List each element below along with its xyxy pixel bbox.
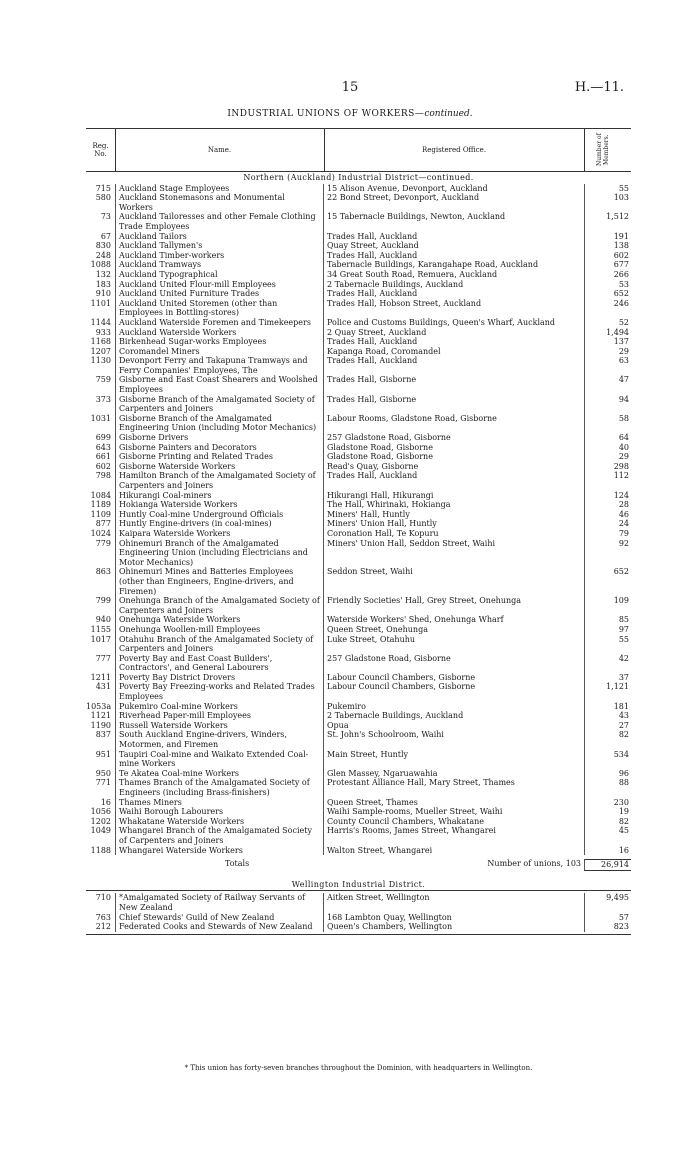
reg-cell: 940 (95, 615, 111, 625)
table-row (86, 471, 631, 490)
members-cell: 652 (584, 289, 631, 299)
reg-cell: 779 (95, 538, 111, 548)
reg-cell: 661 (95, 452, 111, 462)
office-cell: 257 Gladstone Road, Gisborne (327, 653, 451, 663)
office-cell: Luke Street, Otahuhu (327, 634, 416, 644)
office-cell: Protestant Alliance Hall, Mary Street, Thames (327, 778, 515, 788)
table-row (86, 519, 631, 529)
name-cell: Whangarei Waterside Workers (115, 846, 324, 856)
members-cell: 602 (584, 251, 631, 261)
office-cell: Waihi Sample-rooms, Mueller Street, Waihi (327, 807, 503, 817)
totals-members: 26,914 (584, 859, 631, 871)
table-row (86, 529, 631, 539)
table-row (86, 846, 631, 856)
table-row (86, 510, 631, 520)
members-cell: 42 (584, 654, 631, 673)
name-cell: Auckland Tramways (115, 260, 324, 270)
members-cell: 124 (584, 491, 631, 501)
name-cell: Thames Miners (115, 798, 324, 808)
table-row (86, 635, 631, 654)
office-cell: Gladstone Road, Gisborne (327, 452, 433, 462)
members-cell: 40 (584, 443, 631, 453)
table-row (86, 356, 631, 375)
members-cell: 55 (584, 635, 631, 654)
office-cell: Trades Hall, Auckland (327, 289, 418, 299)
reg-cell: 910 (95, 289, 111, 299)
reg-cell: 1049 (90, 826, 111, 836)
members-cell: 191 (584, 232, 631, 242)
reg-cell: 1101 (90, 298, 111, 308)
office-cell: Trades Hall, Auckland (327, 231, 418, 241)
members-cell: 85 (584, 615, 631, 625)
name-cell: Chief Stewards' Guild of New Zealand (115, 913, 324, 923)
totals-unions: Number of unions, 103 (487, 859, 581, 869)
office-cell: St. John's Schoolroom, Waihi (327, 730, 444, 740)
office-cell: 257 Gladstone Road, Gisborne (327, 433, 451, 443)
name-cell: Taupiri Coal-mine and Waikato Extended Coal-mine Workers (115, 750, 324, 769)
members-cell: 58 (584, 414, 631, 433)
office-cell: Waterside Workers' Shed, Onehunga Wharf (327, 615, 504, 625)
table-row (86, 730, 631, 749)
members-cell: 57 (584, 913, 631, 923)
name-cell: Gisborne Waterside Workers (115, 462, 324, 472)
name-cell: Russell Waterside Workers (115, 721, 324, 731)
office-cell: Labour Rooms, Gladstone Road, Gisborne (327, 413, 497, 423)
table-row (86, 702, 631, 712)
table-row (86, 539, 631, 568)
reg-cell: 1144 (90, 317, 111, 327)
table-row (86, 462, 631, 472)
table-row (86, 922, 631, 932)
reg-cell: 950 (95, 768, 111, 778)
totals-label: Totals (225, 859, 250, 869)
name-cell: Whangarei Branch of the Amalgamated Society of Carpenters and Joiners (115, 826, 324, 845)
name-cell: Federated Cooks and Stewards of New Zealand (115, 922, 324, 932)
auckland-rows (86, 184, 631, 856)
name-cell: Kaipara Waterside Workers (115, 529, 324, 539)
auckland-section (86, 172, 631, 935)
reg-cell: 715 (95, 183, 111, 193)
reg-cell: 799 (95, 596, 111, 606)
name-cell: Thames Branch of the Amalgamated Society of Engineers (including Brass-finishers) (115, 778, 324, 797)
reg-cell: 863 (95, 567, 111, 577)
members-cell: 677 (584, 260, 631, 270)
members-cell: 53 (584, 280, 631, 290)
reg-cell: 830 (95, 241, 111, 251)
table-row (86, 443, 631, 453)
reg-cell: 710 (95, 893, 111, 903)
table-row (86, 299, 631, 318)
name-cell: Birkenhead Sugar-works Employees (115, 337, 324, 347)
reg-cell: 183 (95, 279, 111, 289)
reg-cell: 67 (100, 231, 111, 241)
name-cell: *Amalgamated Society of Railway Servants of New Zealand (115, 893, 324, 912)
name-cell: Auckland Stonemasons and Monumental Workers (115, 193, 324, 212)
name-cell: Hamilton Branch of the Amalgamated Society of Carpenters and Joiners (115, 471, 324, 490)
members-cell: 823 (584, 922, 631, 932)
reg-cell: 1024 (90, 528, 111, 538)
office-cell: Kapanga Road, Coromandel (327, 346, 441, 356)
table-row (86, 711, 631, 721)
office-cell: 2 Tabernacle Buildings, Auckland (327, 711, 464, 721)
table-row (86, 500, 631, 510)
reg-cell: 933 (95, 327, 111, 337)
reg-cell: 643 (95, 442, 111, 452)
table-row (86, 241, 631, 251)
reg-cell: 248 (95, 250, 111, 260)
reg-cell: 777 (95, 653, 111, 663)
office-cell: Trades Hall, Hobson Street, Auckland (327, 298, 482, 308)
name-cell: South Auckland Engine-drivers, Winders, Motormen, and Firemen (115, 730, 324, 749)
office-cell: Harris's Rooms, James Street, Whangarei (327, 826, 496, 836)
office-cell: Police and Customs Buildings, Queen's Wharf, Auckland (327, 317, 556, 327)
name-cell: Onehunga Waterside Workers (115, 615, 324, 625)
reg-cell: 798 (95, 471, 111, 481)
auckland-heading: Northern (Auckland) Industrial District—continued. (243, 173, 474, 182)
table-row (86, 769, 631, 779)
office-cell: 168 Lambton Quay, Wellington (327, 912, 452, 922)
table-row (86, 375, 631, 394)
name-cell: Pukemiro Coal-mine Workers (115, 702, 324, 712)
name-cell: Gisborne Branch of the Amalgamated Engineering Union (including Motor Mechanics) (115, 414, 324, 433)
table-row (86, 807, 631, 817)
office-cell: Labour Council Chambers, Gisborne (327, 682, 476, 692)
table-row (86, 567, 631, 596)
name-cell: Hokianga Waterside Workers (115, 500, 324, 510)
table-row (86, 433, 631, 443)
table-row (86, 212, 631, 231)
page-reference: H.—11. (574, 80, 624, 95)
members-cell: 112 (584, 471, 631, 490)
members-cell: 92 (584, 539, 631, 568)
office-cell: Queen Street, Thames (327, 797, 418, 807)
name-cell: Coromandel Miners (115, 347, 324, 357)
table-row (86, 328, 631, 338)
table-row (86, 721, 631, 731)
reg-cell: 1211 (90, 672, 111, 682)
office-cell: Aitken Street, Wellington (327, 893, 430, 903)
table-row (86, 913, 631, 923)
members-cell: 9,495 (584, 893, 631, 912)
members-cell: 230 (584, 798, 631, 808)
members-cell: 266 (584, 270, 631, 280)
office-cell: Friendly Societies' Hall, Grey Street, Onehunga (327, 596, 522, 606)
office-cell: Trades Hall, Auckland (327, 471, 418, 481)
office-cell: Queen Street, Onehunga (327, 624, 428, 634)
office-cell: Gladstone Road, Gisborne (327, 442, 433, 452)
reg-cell: 16 (100, 797, 111, 807)
name-cell: Huntly Engine-drivers (in coal-mines) (115, 519, 324, 529)
members-cell: 63 (584, 356, 631, 375)
name-cell: Huntly Coal-mine Underground Officials (115, 510, 324, 520)
page-title: INDUSTRIAL UNIONS OF WORKERS—continued. (227, 109, 473, 119)
table-row (86, 289, 631, 299)
name-cell: Otahuhu Branch of the Amalgamated Society of Carpenters and Joiners (115, 635, 324, 654)
office-cell: Queen's Chambers, Wellington (327, 922, 453, 932)
name-cell: Poverty Bay Freezing-works and Related Trades Employees (115, 682, 324, 701)
members-header: Number of Members. (596, 133, 610, 167)
office-cell: 15 Tabernacle Buildings, Newton, Auckland (327, 212, 506, 222)
table-row (86, 337, 631, 347)
reg-cell: 132 (95, 269, 111, 279)
table-row (86, 232, 631, 242)
members-cell: 138 (584, 241, 631, 251)
table-row (86, 750, 631, 769)
name-cell: Onehunga Branch of the Amalgamated Society of Carpenters and Joiners (115, 596, 324, 615)
table-row (86, 452, 631, 462)
members-cell: 37 (584, 673, 631, 683)
table-row (86, 673, 631, 683)
members-cell: 652 (584, 567, 631, 596)
totals-row (86, 859, 631, 871)
members-cell: 24 (584, 519, 631, 529)
members-cell: 46 (584, 510, 631, 520)
reg-header: Reg. No. (92, 142, 109, 158)
table-row (86, 625, 631, 635)
reg-cell: 580 (95, 193, 111, 203)
name-cell: Ohinemuri Mines and Batteries Employees (other than Engineers, Engine-drivers, and Firemen) (115, 567, 324, 596)
name-cell: Gisborne and East Coast Shearers and Woolshed Employees (115, 375, 324, 394)
office-cell: 2 Tabernacle Buildings, Auckland (327, 279, 464, 289)
members-cell: 64 (584, 433, 631, 443)
wellington-heading: Wellington Industrial District. (291, 879, 426, 889)
reg-cell: 1188 (90, 845, 111, 855)
page-number: 15 (341, 80, 359, 95)
reg-cell: 1053a (86, 701, 112, 711)
table-row (86, 798, 631, 808)
office-cell: County Council Chambers, Whakatane (327, 816, 485, 826)
reg-cell: 1017 (90, 634, 111, 644)
table-row (86, 893, 631, 912)
name-cell: Auckland Stage Employees (115, 184, 324, 194)
members-cell: 137 (584, 337, 631, 347)
office-cell: Main Street, Huntly (327, 749, 409, 759)
members-cell: 29 (584, 347, 631, 357)
members-cell: 28 (584, 500, 631, 510)
table-row (86, 193, 631, 212)
name-cell: Te Akatea Coal-mine Workers (115, 769, 324, 779)
reg-cell: 1056 (90, 807, 111, 817)
office-cell: Hikurangi Hall, Hikurangi (327, 490, 434, 500)
name-cell: Auckland United Storemen (other than Employees in Bottling-stores) (115, 299, 324, 318)
reg-cell: 1084 (90, 490, 111, 500)
reg-cell: 1207 (90, 346, 111, 356)
reg-cell: 1031 (90, 413, 111, 423)
table-row (86, 596, 631, 615)
table-row (86, 817, 631, 827)
reg-cell: 951 (95, 749, 111, 759)
office-cell: 15 Alison Avenue, Devonport, Auckland (327, 183, 488, 193)
table-row (86, 491, 631, 501)
reg-cell: 602 (95, 461, 111, 471)
members-cell: 82 (584, 817, 631, 827)
office-cell: Opua (327, 720, 349, 730)
members-cell: 16 (584, 846, 631, 856)
name-cell: Hikurangi Coal-miners (115, 491, 324, 501)
members-cell: 47 (584, 375, 631, 394)
reg-cell: 431 (95, 682, 111, 692)
name-cell: Onehunga Woollen-mill Employees (115, 625, 324, 635)
office-cell: Miners' Hall, Huntly (327, 509, 410, 519)
table-row (86, 778, 631, 797)
name-cell: Devonport Ferry and Takapuna Tramways and Ferry Companies' Employees, The (115, 356, 324, 375)
office-cell: Labour Council Chambers, Gisborne (327, 672, 476, 682)
members-cell: 96 (584, 769, 631, 779)
name-cell: Ohinemuri Branch of the Amalgamated Engineering Union (including Electricians and Motor Mechanics) (115, 539, 324, 568)
table-row (86, 260, 631, 270)
table-header (86, 128, 631, 172)
name-cell: Auckland United Flour-mill Employees (115, 280, 324, 290)
members-cell: 103 (584, 193, 631, 212)
reg-cell: 1155 (90, 624, 111, 634)
office-cell: Coronation Hall, Te Kopuru (327, 528, 439, 538)
office-cell: The Hall, Whirinaki, Hokianga (327, 500, 451, 510)
members-cell: 94 (584, 395, 631, 414)
name-cell: Auckland United Furniture Trades (115, 289, 324, 299)
table-row (86, 654, 631, 673)
table-row (86, 280, 631, 290)
office-cell: 34 Great South Road, Remuera, Auckland (327, 269, 498, 279)
reg-cell: 1109 (90, 509, 111, 519)
members-cell: 97 (584, 625, 631, 635)
reg-cell: 212 (95, 922, 111, 932)
office-cell: Walton Street, Whangarei (327, 845, 433, 855)
name-cell: Riverhead Paper-mill Employees (115, 711, 324, 721)
name-cell: Poverty Bay and East Coast Builders', Contractors', and General Labourers (115, 654, 324, 673)
table-row (86, 251, 631, 261)
name-cell: Auckland Waterside Workers (115, 328, 324, 338)
office-cell: Miners' Union Hall, Huntly (327, 519, 437, 529)
office-cell: Trades Hall, Gisborne (327, 375, 417, 385)
office-cell: Trades Hall, Auckland (327, 337, 418, 347)
members-cell: 1,121 (584, 682, 631, 701)
table-row (86, 347, 631, 357)
name-header: Name. (207, 146, 232, 154)
members-cell: 534 (584, 750, 631, 769)
reg-cell: 1189 (90, 500, 111, 510)
reg-cell: 1130 (90, 356, 111, 366)
table-row (86, 414, 631, 433)
name-cell: Auckland Tailoresses and other Female Clothing Trade Employees (115, 212, 324, 231)
members-cell: 27 (584, 721, 631, 731)
office-cell: Trades Hall, Auckland (327, 356, 418, 366)
name-cell: Gisborne Printing and Related Trades (115, 452, 324, 462)
members-cell: 45 (584, 826, 631, 845)
name-cell: Whakatane Waterside Workers (115, 817, 324, 827)
office-cell: Trades Hall, Auckland (327, 250, 418, 260)
reg-cell: 771 (95, 778, 111, 788)
office-cell: Pukemiro (327, 701, 366, 711)
members-cell: 55 (584, 184, 631, 194)
office-cell: Miners' Union Hall, Seddon Street, Waihi (327, 538, 496, 548)
reg-cell: 373 (95, 394, 111, 404)
office-cell: Trades Hall, Gisborne (327, 394, 417, 404)
table-row (86, 826, 631, 845)
reg-cell: 877 (95, 519, 111, 529)
table-row (86, 270, 631, 280)
name-cell: Gisborne Branch of the Amalgamated Society of Carpenters and Joiners (115, 395, 324, 414)
office-cell: 22 Bond Street, Devonport, Auckland (327, 193, 480, 203)
table-row (86, 395, 631, 414)
members-cell: 82 (584, 730, 631, 749)
table-row (86, 184, 631, 194)
footnote: * This union has forty-seven branches throughout the Dominion, with headquarters in Wellington. (184, 1064, 533, 1072)
members-cell: 181 (584, 702, 631, 712)
office-cell: 2 Quay Street, Auckland (327, 327, 427, 337)
reg-cell: 837 (95, 730, 111, 740)
name-cell: Waihi Borough Labourers (115, 807, 324, 817)
office-cell: Read's Quay, Gisborne (327, 461, 419, 471)
members-cell: 1,494 (584, 328, 631, 338)
reg-cell: 763 (95, 912, 111, 922)
members-cell: 88 (584, 778, 631, 797)
office-cell: Glen Massey, Ngaruawahia (327, 768, 438, 778)
name-cell: Auckland Tailors (115, 232, 324, 242)
office-cell: Seddon Street, Waihi (327, 567, 413, 577)
name-cell: Auckland Waterside Foremen and Timekeepers (115, 318, 324, 328)
members-cell: 19 (584, 807, 631, 817)
reg-cell: 759 (95, 375, 111, 385)
reg-cell: 1088 (90, 260, 111, 270)
members-cell: 52 (584, 318, 631, 328)
name-cell: Auckland Timber-workers (115, 251, 324, 261)
name-cell: Auckland Tallymen's (115, 241, 324, 251)
reg-cell: 1202 (90, 816, 111, 826)
reg-cell: 73 (100, 212, 111, 222)
name-cell: Auckland Typographical (115, 270, 324, 280)
members-cell: 1,512 (584, 212, 631, 231)
members-cell: 29 (584, 452, 631, 462)
members-cell: 109 (584, 596, 631, 615)
members-cell: 246 (584, 299, 631, 318)
reg-cell: 1168 (90, 337, 111, 347)
name-cell: Gisborne Drivers (115, 433, 324, 443)
table-row (86, 615, 631, 625)
office-cell: Quay Street, Auckland (327, 241, 419, 251)
wellington-rows (86, 893, 631, 931)
office-header: Registered Office. (421, 146, 487, 154)
office-cell: Tabernacle Buildings, Karangahape Road, Auckland (327, 260, 539, 270)
table-row (86, 682, 631, 701)
name-cell: Gisborne Painters and Decorators (115, 443, 324, 453)
reg-cell: 1190 (90, 720, 111, 730)
members-cell: 298 (584, 462, 631, 472)
reg-cell: 1121 (90, 711, 111, 721)
name-cell: Poverty Bay District Drovers (115, 673, 324, 683)
reg-cell: 699 (95, 433, 111, 443)
table-row (86, 318, 631, 328)
members-cell: 43 (584, 711, 631, 721)
members-cell: 79 (584, 529, 631, 539)
